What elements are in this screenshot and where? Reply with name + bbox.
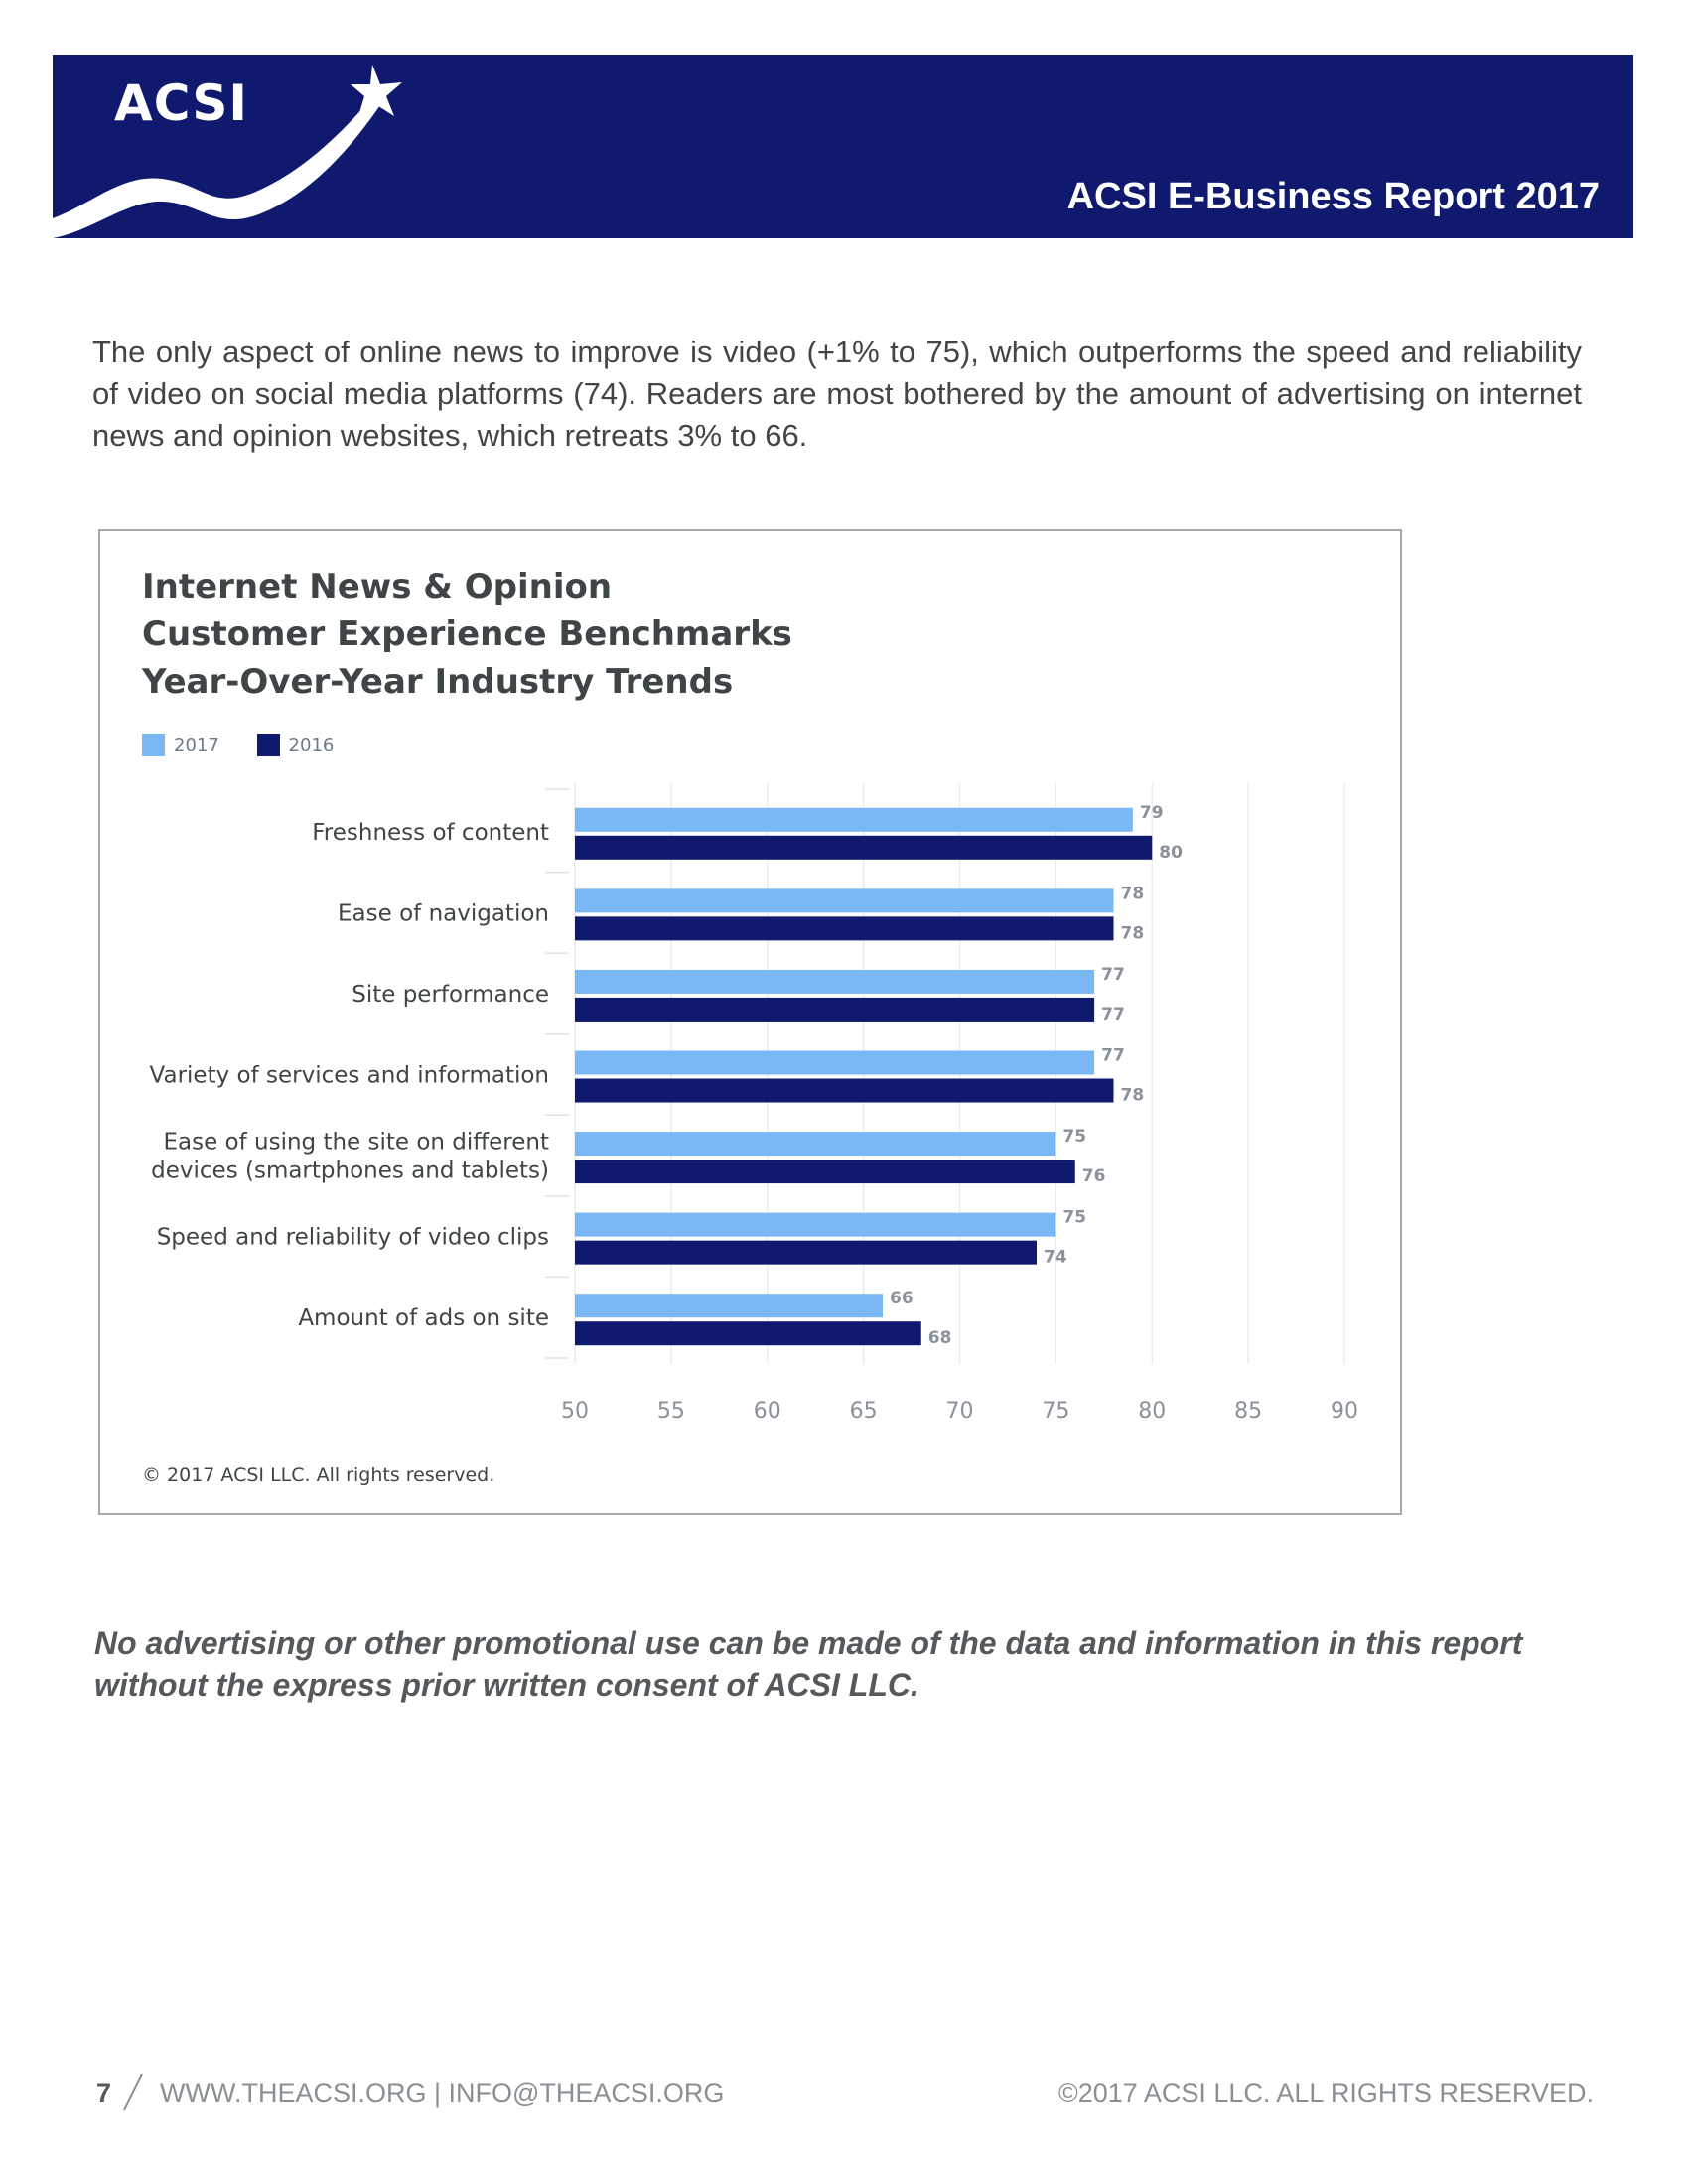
chart-container (98, 529, 1402, 1515)
category-label-5: Speed and reliability of video clips (156, 1224, 549, 1251)
page-number: 7 (96, 2078, 112, 2108)
data-label-2017-2: 77 (1101, 964, 1125, 985)
data-label-2017-6: 66 (890, 1289, 914, 1309)
x-tick-label-55: 55 (656, 1399, 685, 1424)
legend-label-2017: 2017 (174, 735, 219, 755)
category-label-3: Variety of services and information (149, 1062, 549, 1089)
bar-2017-0 (575, 808, 1133, 832)
report-header (53, 55, 1633, 238)
bar-2017-3 (575, 1051, 1094, 1075)
x-tick-label-70: 70 (945, 1399, 974, 1424)
category-label-1: Ease of navigation (338, 900, 549, 927)
bar-2017-5 (575, 1213, 1055, 1237)
data-label-2016-0: 80 (1159, 842, 1183, 863)
x-tick-label-85: 85 (1234, 1399, 1263, 1424)
x-tick-label-90: 90 (1331, 1399, 1358, 1424)
data-label-2017-4: 75 (1062, 1127, 1087, 1148)
data-label-2016-6: 68 (927, 1328, 952, 1349)
data-label-2016-4: 76 (1081, 1166, 1106, 1187)
x-tick-label-80: 80 (1138, 1399, 1167, 1424)
bar-2016-2 (575, 998, 1094, 1022)
chart-copyright: © 2017 ACSI LLC. All rights reserved. (142, 1464, 495, 1486)
bar-2017-6 (575, 1294, 883, 1317)
data-label-2016-3: 78 (1120, 1085, 1145, 1106)
bar-2016-6 (575, 1321, 921, 1345)
chart-title-line-1: Internet News & Opinion (142, 567, 613, 607)
data-label-2017-3: 77 (1101, 1045, 1125, 1066)
legend-label-2016: 2016 (288, 735, 335, 755)
acsi-logo-text: ACSI (114, 74, 248, 132)
footer-slash-divider (122, 2072, 144, 2112)
data-label-2017-5: 75 (1062, 1207, 1087, 1228)
bar-2016-1 (575, 916, 1114, 940)
report-title: ACSI E-Business Report 2017 (1066, 176, 1600, 217)
footer-copyright: ©2017 ACSI LLC. ALL RIGHTS RESERVED. (1057, 2078, 1594, 2108)
category-label-4-line-0: Ease of using the site on different (163, 1129, 549, 1156)
bar-chart (100, 531, 1400, 1513)
disclaimer-text: No advertising or other promotional use can be made of the data and information in this report without the express prior written consent of ACSI LLC. (94, 1625, 1523, 1703)
chart-title-line-3: Year-Over-Year Industry Trends (142, 662, 734, 702)
bar-2016-5 (575, 1241, 1037, 1265)
bar-2017-1 (575, 888, 1114, 912)
bar-2016-3 (575, 1079, 1114, 1103)
data-label-2016-2: 77 (1101, 1004, 1125, 1024)
bar-2017-2 (575, 970, 1094, 994)
bar-2016-4 (575, 1160, 1075, 1183)
x-tick-label-60: 60 (753, 1399, 781, 1424)
acsi-swoosh-logo (53, 55, 450, 238)
category-label-6: Amount of ads on site (298, 1305, 549, 1332)
data-label-2017-0: 79 (1139, 802, 1164, 823)
data-label-2017-1: 78 (1120, 884, 1145, 904)
data-label-2016-1: 78 (1120, 923, 1145, 944)
x-tick-label-50: 50 (561, 1399, 589, 1424)
chart-title-line-2: Customer Experience Benchmarks (142, 614, 792, 654)
bar-2016-0 (575, 836, 1152, 860)
category-label-2: Site performance (352, 981, 549, 1008)
category-label-4-line-1: devices (smartphones and tablets) (151, 1158, 549, 1184)
bar-2017-4 (575, 1132, 1055, 1156)
x-tick-label-75: 75 (1042, 1399, 1070, 1424)
page-footer (94, 2072, 1594, 2112)
intro-paragraph: The only aspect of online news to improve is video (+1% to 75), which outperforms the speed and reliability of video on social media platforms (74). Readers are most bothered by the amount of advertising on internet news and opinion websites, which retreats 3% to 66. (92, 335, 1582, 453)
footer-links[interactable]: WWW.THEACSI.ORG | INFO@THEACSI.ORG (160, 2078, 725, 2108)
x-tick-label-65: 65 (849, 1399, 878, 1424)
data-label-2016-5: 74 (1044, 1247, 1067, 1268)
category-label-0: Freshness of content (312, 819, 549, 846)
